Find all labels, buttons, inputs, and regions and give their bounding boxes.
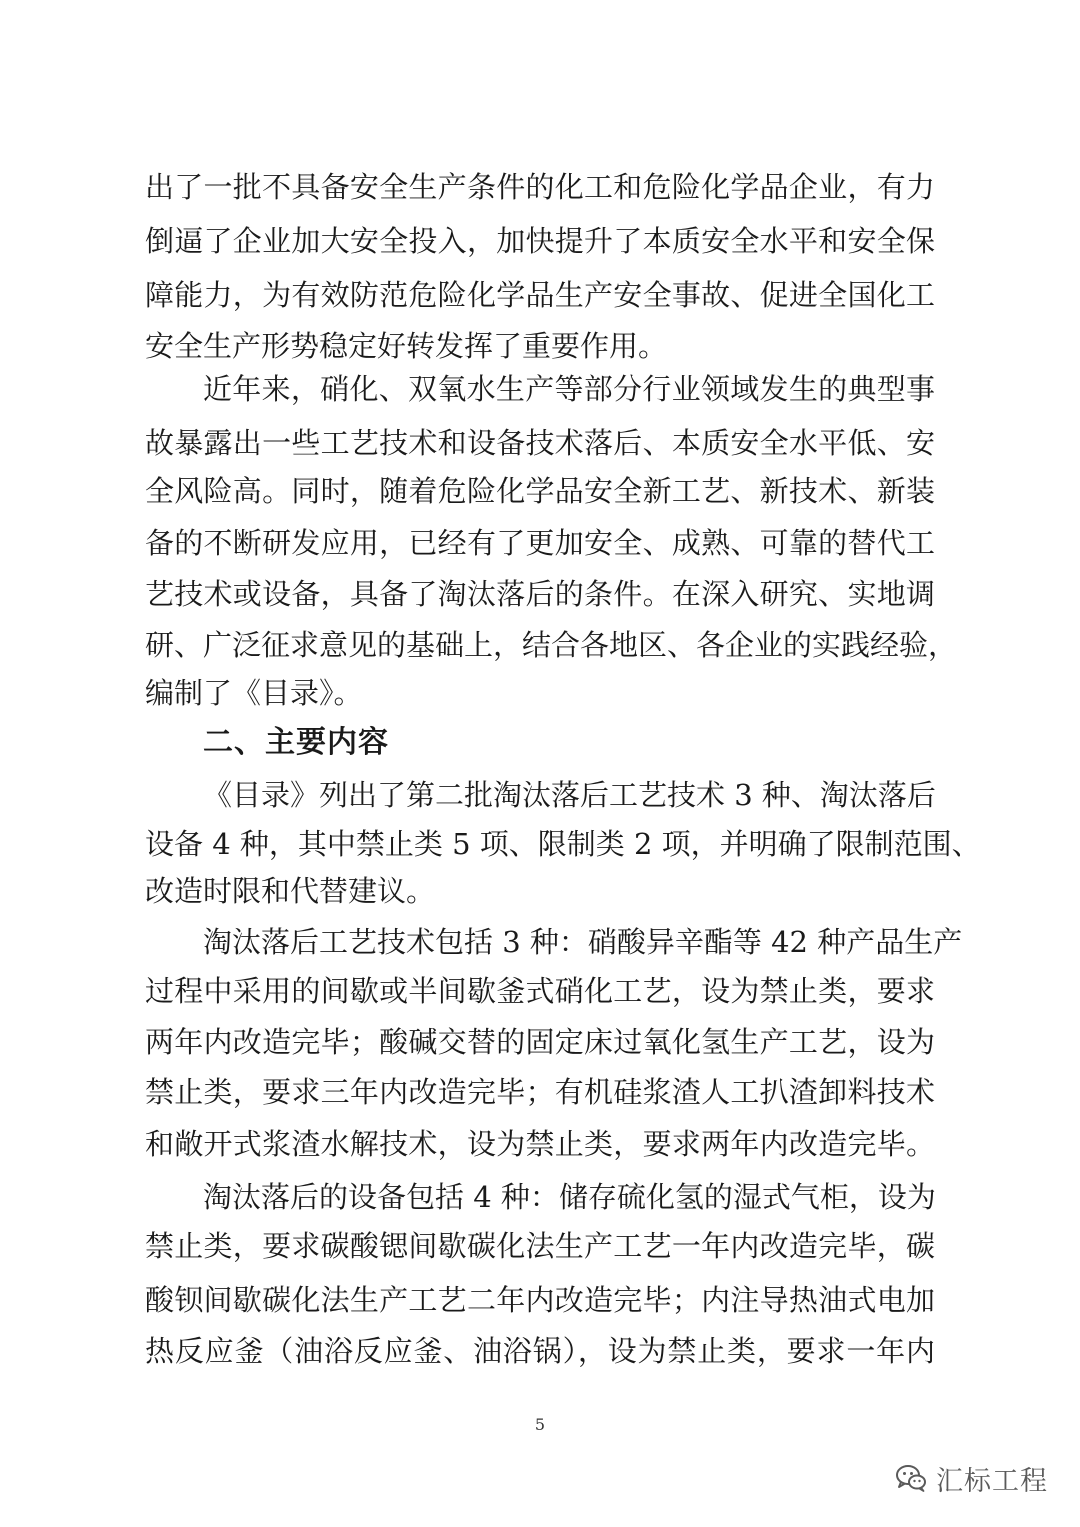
text-line: 编制了《目录》。 (145, 676, 363, 710)
text-line: 过程中采用的间歇或半间歇釜式硝化工艺，设为禁止类，要求 (145, 974, 935, 1008)
text-line: 近年来，硝化、双氧水生产等部分行业领域发生的典型事 (203, 372, 935, 406)
text-line: 设备 4 种，其中禁止类 5 项、限制类 2 项，并明确了限制范围、 (145, 827, 981, 861)
watermark-text: 汇标工程 (936, 1465, 1048, 1497)
text-line: 禁止类，要求三年内改造完毕；有机硅浆渣人工扒渣卸料技术 (145, 1075, 935, 1109)
text-line: 两年内改造完毕；酸碱交替的固定床过氧化氢生产工艺，设为 (145, 1025, 935, 1059)
text-line: 和敞开式浆渣水解技术，设为禁止类，要求两年内改造完毕。 (145, 1127, 935, 1161)
text-line: 禁止类，要求碳酸锶间歇碳化法生产工艺一年内改造完毕，碳 (145, 1229, 935, 1263)
text-line: 故暴露出一些工艺技术和设备技术落后、本质安全水平低、安 (145, 426, 935, 460)
text-line: 《目录》列出了第二批淘汰落后工艺技术 3 种、淘汰落后 (203, 778, 936, 812)
text-line: 研、广泛征求意见的基础上，结合各地区、各企业的实践经验， (145, 628, 958, 662)
text-line: 安全生产形势稳定好转发挥了重要作用。 (145, 329, 668, 363)
text-line: 备的不断研发应用，已经有了更加安全、成熟、可靠的替代工 (145, 526, 935, 560)
section-heading: 二、主要内容 (203, 725, 389, 760)
text-line: 淘汰落后的设备包括 4 种：储存硫化氢的湿式气柜，设为 (203, 1180, 936, 1214)
text-line: 倒逼了企业加大安全投入，加快提升了本质安全水平和安全保 (145, 224, 935, 258)
text-line: 全风险高。同时，随着危险化学品安全新工艺、新技术、新装 (145, 474, 935, 508)
text-line: 改造时限和代替建议。 (145, 874, 436, 908)
watermark (894, 1458, 1048, 1498)
text-line: 淘汰落后工艺技术包括 3 种：硝酸异辛酯等 42 种产品生产 (203, 925, 963, 959)
wechat-icon (894, 1461, 928, 1495)
page-number: 5 (534, 1415, 546, 1434)
text-line: 障能力，为有效防范危险化学品生产安全事故、促进全国化工 (145, 278, 935, 312)
text-line: 热反应釜（油浴反应釜、油浴锅），设为禁止类，要求一年内 (145, 1334, 935, 1368)
text-line: 酸钡间歇碳化法生产工艺二年内改造完毕；内注导热油式电加 (145, 1283, 935, 1317)
text-line: 艺技术或设备，具备了淘汰落后的条件。在深入研究、实地调 (145, 577, 935, 611)
text-line: 出了一批不具备安全生产条件的化工和危险化学品企业，有力 (145, 170, 935, 204)
